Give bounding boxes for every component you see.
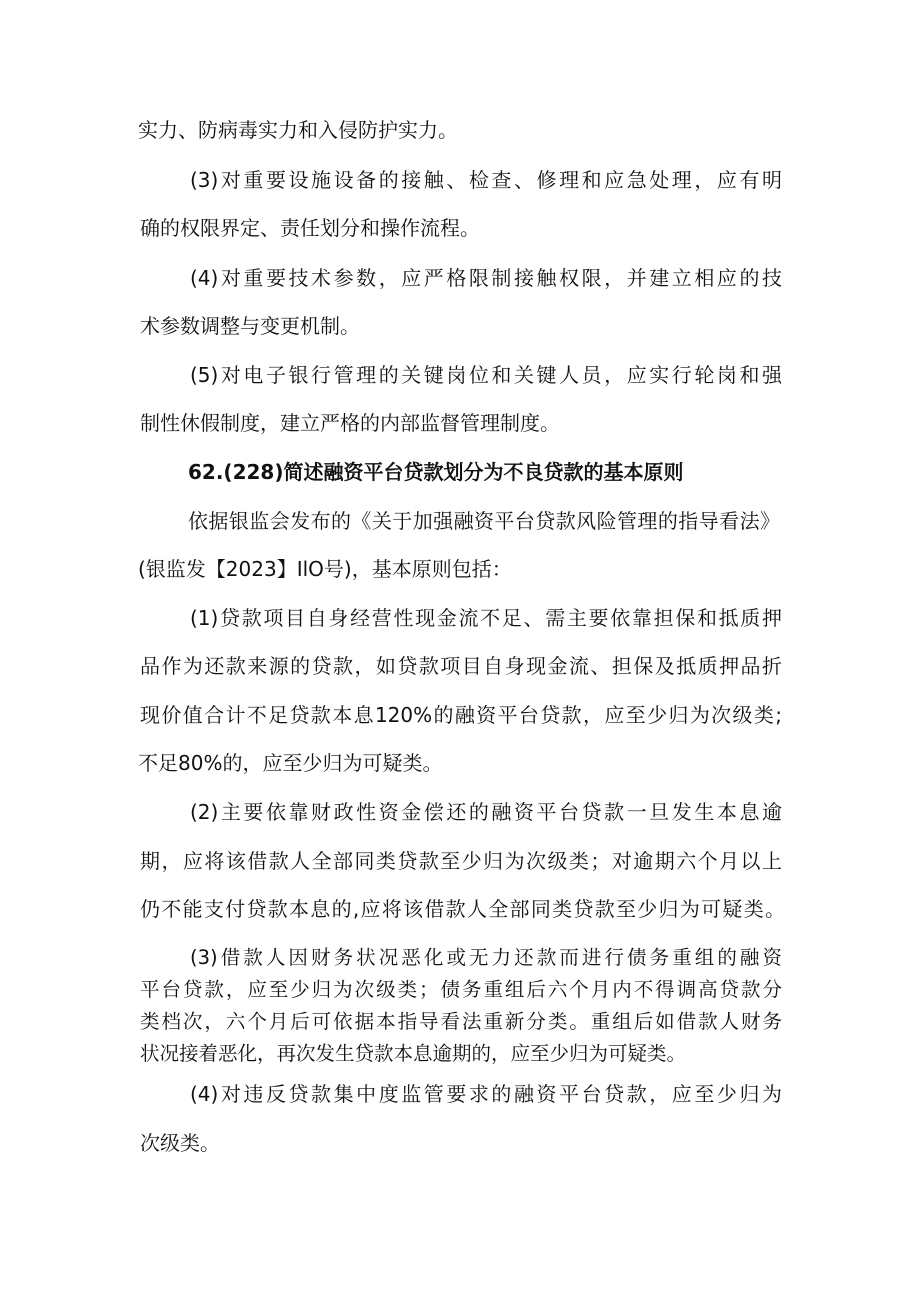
paragraph-line: 现价值合计不足贷款本息120%的融资平台贷款，应至少归为次级类;	[140, 703, 782, 727]
text-line: 确的权限界定、责任划分和操作流程。	[140, 216, 480, 240]
text-line: 不足80%的，应至少归为可疑类。	[138, 751, 443, 775]
text-line: 术参数调整与变更机制。	[140, 314, 360, 338]
paragraph-line: (3)借款人因财务状况恶化或无力还款而进行债务重组的融资	[190, 946, 782, 969]
paragraph-line: 依据银监会发布的《关于加强融资平台贷款风险管理的指导看法》	[188, 509, 780, 533]
text-line: (银监发【2023】IlO号)，基本原则包括：	[138, 557, 512, 581]
paragraph-line: 类档次，六个月后可依据本指导看法重新分类。重组后如借款人财务	[140, 1010, 782, 1033]
section-heading: 62.(228)简述融资平台贷款划分为不良贷款的基本原则	[188, 460, 684, 484]
paragraph-line: (1)贷款项目自身经营性现金流不足、需主要依靠担保和抵质押	[190, 606, 782, 630]
paragraph-line: (4)对重要技术参数，应严格限制接触权限，并建立相应的技	[190, 266, 782, 290]
paragraph-line: (4)对违反贷款集中度监管要求的融资平台贷款，应至少归为	[190, 1082, 782, 1106]
text-line: 状况接着恶化，再次发生贷款本息逾期的，应至少归为可疑类。	[140, 1042, 687, 1065]
paragraph-line: 平台贷款，应至少归为次级类；债务重组后六个月内不得调高贷款分	[140, 978, 782, 1001]
text-line: 次级类。	[140, 1131, 220, 1155]
text-line: 实力、防病毒实力和入侵防护实力。	[138, 118, 458, 142]
paragraph-line: 期，应将该借款人全部同类贷款至少归为次级类；对逾期六个月以上	[140, 849, 782, 873]
text-line: 制性休假制度，建立严格的内部监督管理制度。	[140, 411, 560, 435]
paragraph-line: 品作为还款来源的贷款，如贷款项目自身现金流、担保及抵质押品折	[140, 654, 782, 678]
paragraph-line: 仍不能支付贷款本息的,应将该借款人全部同类贷款至少归为可疑类。	[140, 897, 785, 921]
paragraph-line: (5)对电子银行管理的关键岗位和关键人员，应实行轮岗和强	[190, 363, 782, 387]
paragraph-line: (3)对重要设施设备的接触、检查、修理和应急处理，应有明	[190, 168, 782, 192]
paragraph-line: (2)主要依靠财政性资金偿还的融资平台贷款一旦发生本息逾	[190, 800, 782, 824]
